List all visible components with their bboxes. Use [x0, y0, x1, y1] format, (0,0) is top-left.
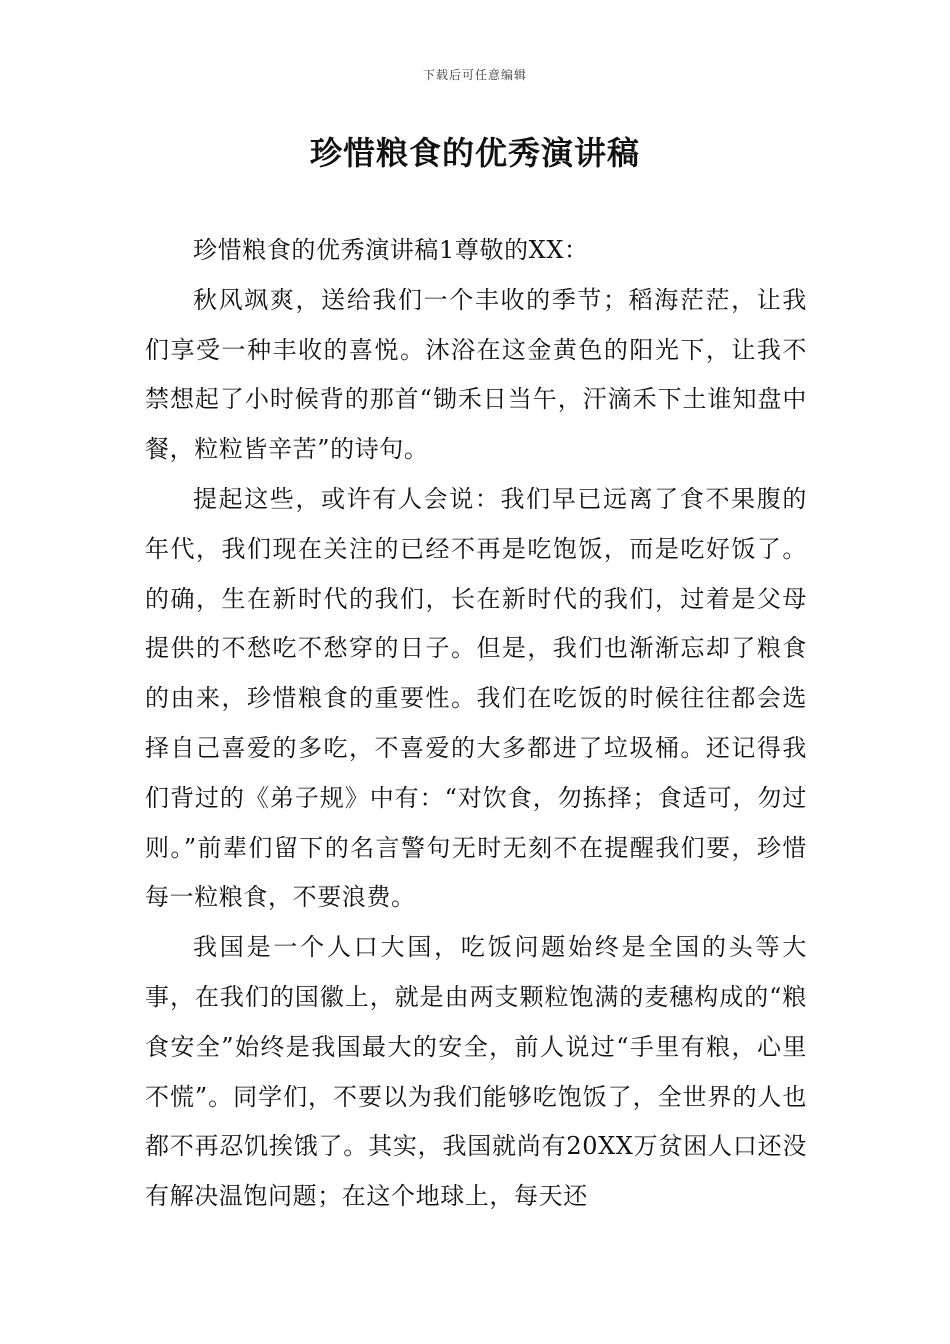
paragraph-greeting: 珍惜粮食的优秀演讲稿1尊敬的XX： [193, 236, 589, 264]
document-body [145, 226, 807, 1222]
paragraph: 秋风飒爽，送给我们一个丰收的季节；稻海茫茫，让我们享受一种丰收的喜悦。沐浴在这金黄色的阳光下，让我不禁想起了小时候背的那首“锄禾日当午，汗滴禾下土谁知盘中餐，粒粒皆辛苦”的诗句。 [145, 285, 807, 464]
header-note: 下载后可任意编辑 [422, 68, 527, 82]
paragraph: 我国是一个人口大国，吃饭问题始终是全国的头等大事，在我们的国徽上，就是由两支颗粒饱满的麦穗构成的“粮食安全”始终是我国最大的安全，前人说过“手里有粮，心里不慌”。同学们，不要以为我们能够吃饱饭了，全世界的人也都不再忍饥挨饿了。其实，我国就尚有20XX万贫困人口还没有解决温饱问题；在这个地球上，每天还 [145, 933, 807, 1211]
paragraph: 提起这些，或许有人会说：我们早已远离了食不果腹的年代，我们现在关注的已经不再是吃饱饭，而是吃好饭了。的确，生在新时代的我们，长在新时代的我们，过着是父母提供的不愁吃不愁穿的日子。但是，我们也渐渐忘却了粮食的由来，珍惜粮食的重要性。我们在吃饭的时候往往都会选择自己喜爱的多吃，不喜爱的大多都进了垃圾桶。还记得我们背过的《弟子规》中有：“对饮食，勿拣择；食适可，勿过则。”前辈们留下的名言警句无时无刻不在提醒我们要，珍惜每一粒粮食，不要浪费。 [145, 484, 807, 912]
document-title: 珍惜粮食的优秀演讲稿 [309, 134, 640, 172]
